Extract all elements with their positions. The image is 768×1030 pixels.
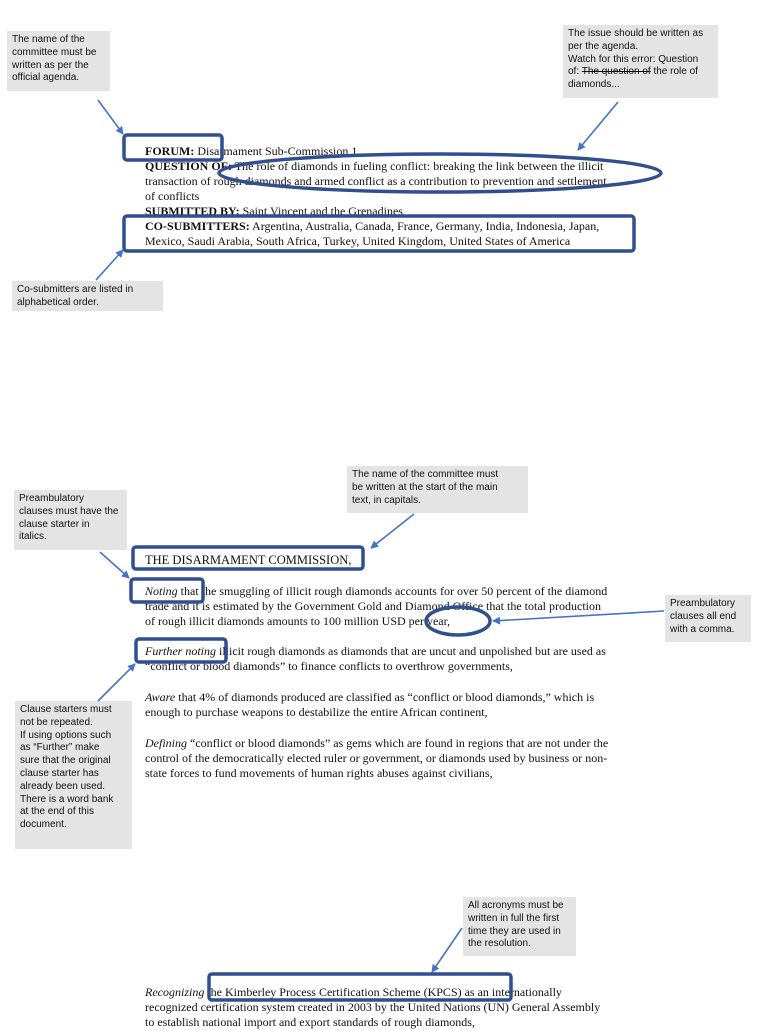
submitted-label: SUBMITTED BY: xyxy=(145,204,240,218)
question-label: QUESTION OF: xyxy=(145,159,233,173)
note-preamb-comma: Preambulatory clauses all end with a comma. xyxy=(665,595,751,642)
clause-recognizing-text: the Kimberley Process Certification Scheme (KPCS) as an internationally xyxy=(207,985,562,999)
cosub-value: Argentina, Australia, Canada, France, Germany, India, Indonesia, Japan, xyxy=(252,219,600,233)
forum-highlight-box xyxy=(124,135,222,160)
clause-defining-text: “conflict or blood diamonds” as gems which are found in regions that are not under the xyxy=(190,736,609,750)
noting-highlight-box xyxy=(131,579,203,602)
note-preamb-italics: Preambulatory clauses must have the clause starter in italics. xyxy=(14,490,127,550)
note-committee-capitals: The name of the committee must be written at the start of the main text, in capitals. xyxy=(347,466,528,513)
forum-value: Disarmament Sub-Commission 1 xyxy=(197,144,358,158)
clause-aware-line2: enough to purchase weapons to destabilize the entire African continent, xyxy=(145,705,488,719)
clause-noting-text: that the smuggling of illicit rough diamonds accounts for over 50 percent of the diamond xyxy=(180,584,608,598)
submitted-value: Saint Vincent and the Grenadines xyxy=(242,204,403,218)
arrow-preamb-comma xyxy=(493,611,664,621)
clause-starter-recognizing: Recognizing xyxy=(145,985,205,999)
further-noting-highlight-box xyxy=(136,639,226,662)
note-cosubmitters: Co-submitters are listed in alphabetical order. xyxy=(12,281,163,311)
arrow-issue xyxy=(578,102,618,150)
clause-recognizing-line2: recognized certification system created in 2003 by the United Nations (UN) General Assembly xyxy=(145,1000,601,1014)
note-acronyms: All acronyms must be written in full the first time they are used in the resolution. xyxy=(463,897,576,956)
question-value: The role of diamonds in fueling conflict: breaking the link between the illicit xyxy=(234,159,604,173)
arrow-acronyms xyxy=(432,928,462,972)
clause-recognizing-line3: to establish national import and export standards of rough diamonds, xyxy=(145,1015,475,1029)
question-line-2: transaction of rough diamonds and armed conflict as a contribution to prevention and settlement xyxy=(145,174,607,188)
clause-further-text: illicit rough diamonds as diamonds that are uncut and unpolished but are used as xyxy=(219,644,606,658)
cosub-label: CO-SUBMITTERS: xyxy=(145,219,250,233)
forum-label: FORUM: xyxy=(145,144,195,158)
clause-aware-text: that 4% of diamonds produced are classified as “conflict or blood diamonds,” which is xyxy=(178,690,595,704)
note-committee-name: The name of the committee must be written as per the official agenda. xyxy=(7,31,110,91)
arrow-preamb-italics xyxy=(100,552,129,578)
committee-heading: THE DISARMAMENT COMMISSION, xyxy=(145,553,352,567)
clause-noting-line3: of rough illicit diamonds amounts to 100 million USD per year, xyxy=(145,614,451,628)
arrow-no-repeat xyxy=(98,664,135,701)
clause-starter-further-noting: Further noting xyxy=(145,644,216,658)
clause-defining-line3: state forces to fund movements of human rights abuses against civilians, xyxy=(145,766,493,780)
arrow-cosubmitters xyxy=(96,250,123,280)
note-issue-tail: the role of diamonds... xyxy=(568,66,698,91)
clause-starter-aware: Aware xyxy=(145,690,176,704)
arrow-committee-capitals xyxy=(371,514,414,548)
cosub-line-2: Mexico, Saudi Arabia, South Africa, Turkey, United Kingdom, United States of America xyxy=(145,234,571,248)
kpcs-highlight-box xyxy=(209,974,511,1000)
question-highlight-ellipse xyxy=(219,154,661,192)
note-issue-text: The issue should be written as per the agenda. Watch for this error: Question of: xyxy=(568,28,704,78)
clause-noting-line2: trade and it is estimated by the Government Gold and Diamond Office that the total production xyxy=(145,599,601,613)
question-line-3: of conflicts xyxy=(145,189,200,203)
note-issue-struck: The question of xyxy=(581,66,651,78)
committee-highlight-box xyxy=(133,547,363,569)
comma-highlight-ellipse xyxy=(426,607,490,635)
clause-defining-line2: control of the democratically elected ruler or government, or diamonds used by business or non- xyxy=(145,751,608,765)
note-no-repeat: Clause starters must not be repeated. If using options such as “Further” make sure that the original clause starter has already been used. There is a word bank at the end of this document. xyxy=(15,701,132,849)
cosub-highlight-box xyxy=(124,216,634,251)
clause-further-line2: “conflict or blood diamonds” to finance conflicts to overthrow governments, xyxy=(145,659,513,673)
clause-starter-noting: Noting xyxy=(145,584,178,598)
arrow-committee-name xyxy=(98,100,123,134)
clause-starter-defining: Defining xyxy=(145,736,187,750)
